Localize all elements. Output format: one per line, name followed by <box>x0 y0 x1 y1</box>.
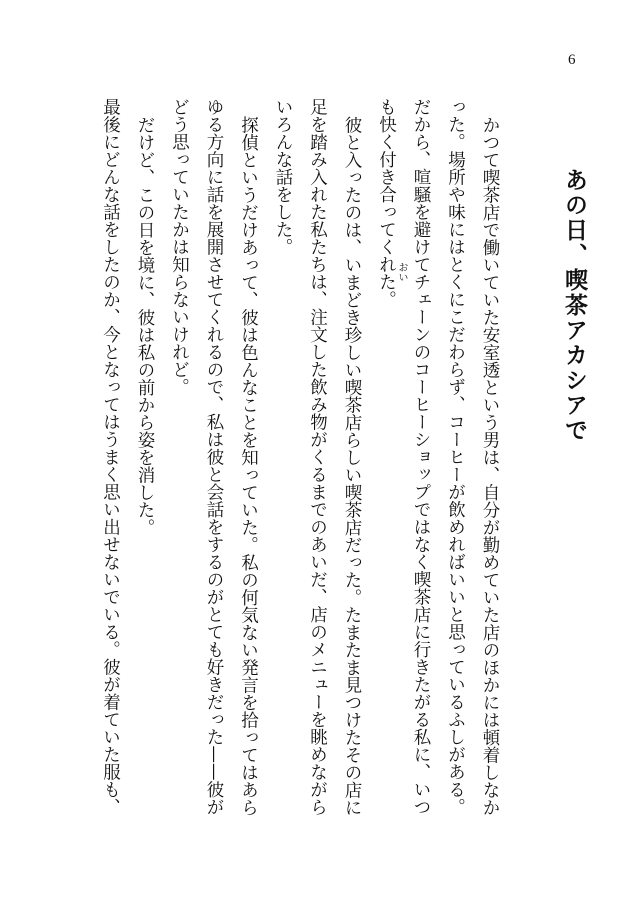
paragraph-3: 探偵というだけあって、彼は色んなことを知っていた。私の何気ない発言を拾ってはあらゆる方向に話を展開させてくれるので、私は彼と会話をするのがとても好きだった——彼がどう思っていたかは知らないけれど。 <box>169 98 259 816</box>
chapter-title: あの日、喫茶アカシアで <box>561 168 587 443</box>
paragraph-2: 彼と入ったのは、いまどき珍しい喫茶店らしい喫茶店だった。たまたま見つけたその店に足を踏み入れた私たちは、注文した飲み物がくるまでのあいだ、店のメニューを眺めながらいろんな話をした。 <box>273 98 362 816</box>
body-text <box>100 98 507 828</box>
ruby-annotation: おい <box>396 262 407 282</box>
paragraph-5: 最後にどんな話をしたのか、今となってはうまく思い出せないでいる。彼が着ていた服も、 <box>100 98 121 816</box>
page-number: 6 <box>568 52 576 68</box>
paragraph-1: かつて喫茶店で働いていた安室透という男は、自分が勤めていた店のほかには頓着しなかった。場所や味にはとくにこだわらず、コーヒーが飲めればいいと思っているふしがある。だから、喧騒を避けてチェーンのコーヒーショップではなく喫茶店に行きたがる私に、いつも快く付き合ってくれた。 <box>376 98 500 816</box>
paragraph-4: だけど、この日を境に、彼は私の前から姿を消した。 <box>135 115 155 536</box>
